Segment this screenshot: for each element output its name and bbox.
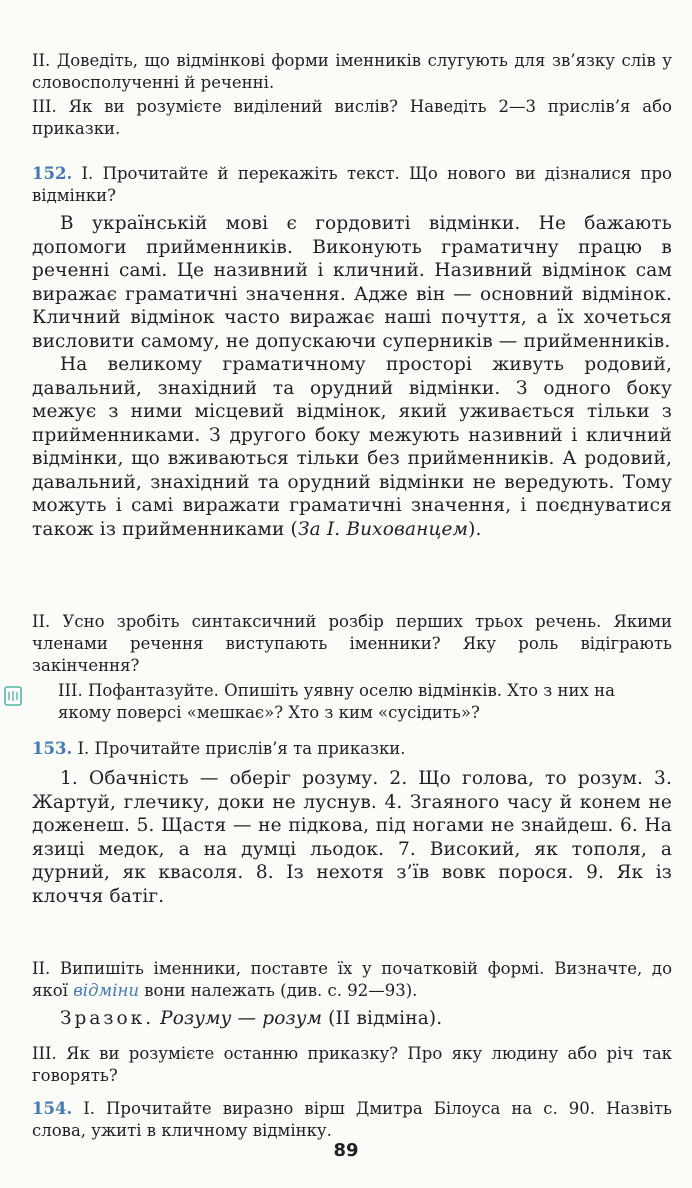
exercise-153-task-ii-text: II. Випишіть іменники, поставте їх у початковій формі. Визначте, до якої [32, 959, 672, 1000]
text-paragraph-1: В українській мові є гордовиті відмінки. Не бажають допомоги прийменників. Виконують граматичну працю в реченні самі. Це називний і кличний. Називний відмінок сам виражає граматичні значення. Адже він — основний відмінок. Кличний відмінок часто виражає наші почуття, а їх хочеться висловити самому, не допускаючи суперників — прийменників. [32, 213, 672, 352]
sample-example: Розуму — розум [160, 1008, 323, 1029]
exercise-154-task-i-text: І. Прочитайте виразно вірш Дмитра Білоуса на с. 90. Назвіть слова, ужиті в кличному відмінку. [32, 1099, 672, 1140]
sample-label: Зразок. [60, 1008, 155, 1029]
task-151-iii: III. Як ви розумієте виділений вислів? Наведіть 2—3 прислів’я або приказки. [32, 97, 672, 138]
declension-term-link: відміни [73, 981, 139, 1000]
exercise-153-task-iii: III. Як ви розумієте останню приказку? Про яку людину або річ так говорять? [32, 1044, 672, 1085]
exercise-152-task-iii: III. Пофантазуйте. Опишіть уявну оселю відмінків. Хто з них на якому поверсі «мешкає»? Хто з ким «сусідить»? [58, 681, 615, 722]
exercise-number-152: 152. [32, 164, 73, 183]
creative-task-icon [4, 686, 22, 706]
exercise-152-task-ii: II. Усно зробіть синтаксичний розбір перших трьох речень. Якими членами речення виступають іменники? Яку роль відіграють закінчення? [32, 612, 672, 675]
exercise-153-task-i [32, 738, 672, 760]
exercise-152-task-i-text: І. Прочитайте й перекажіть текст. Що нового ви дізналися про відмінки? [32, 164, 672, 205]
exercise-number-153: 153. [32, 739, 73, 758]
text-paragraph-2-body: На великому граматичному просторі живуть родовий, давальний, знахідний та орудний відмінки. З одного боку межує з ними місцевий відмінок, який уживається тільки з прийменниками. З другого боку межують називний і кличний відмінки, що вживаються тільки без прийменників. А родовий, давальний, знахідний та орудний відмінки не вередують. Тому можуть і самі виражати граматичні значення, і поєднуватися також із прийменниками ( [32, 354, 672, 540]
exercise-152-text [32, 212, 672, 541]
text-paragraph-2-end: ). [468, 518, 482, 540]
exercise-153-task-i-text: І. Прочитайте прислів’я та приказки. [77, 739, 406, 758]
page-number: 89 [333, 1140, 359, 1161]
proverbs-text: 1. Обачність — оберіг розуму. 2. Що голова, то розум. 3. Жартуй, глечику, доки не луснув. 4. Згаяного часу й конем не доженеш. 5. Щастя — не підкова, під ногами не знайдеш. 6. На язиці медок, а на думці льодок. 7. Високий, як тополя, а дурний, як квасоля. 8. Із нехотя з’їв вовк порося. 9. Як із клоччя батіг. [32, 768, 672, 907]
proverbs-list [32, 767, 672, 908]
exercise-number-154: 154. [32, 1099, 73, 1118]
exercise-153-task-ii [32, 958, 672, 1002]
text-source: За І. Вихованцем [297, 518, 469, 540]
sample-line [32, 1007, 672, 1031]
exercise-154-task-i [32, 1098, 672, 1142]
task-151-ii: II. Доведіть, що відмінкові форми іменників слугують для зв’язку слів у словосполученні й реченні. [32, 51, 672, 92]
exercise-153-task-ii-end: вони належать (див. с. 92—93). [138, 981, 418, 1000]
text-paragraph-2 [32, 353, 672, 541]
exercise-152-task-i [32, 163, 672, 207]
sample-note: (II відміна). [328, 1008, 443, 1029]
